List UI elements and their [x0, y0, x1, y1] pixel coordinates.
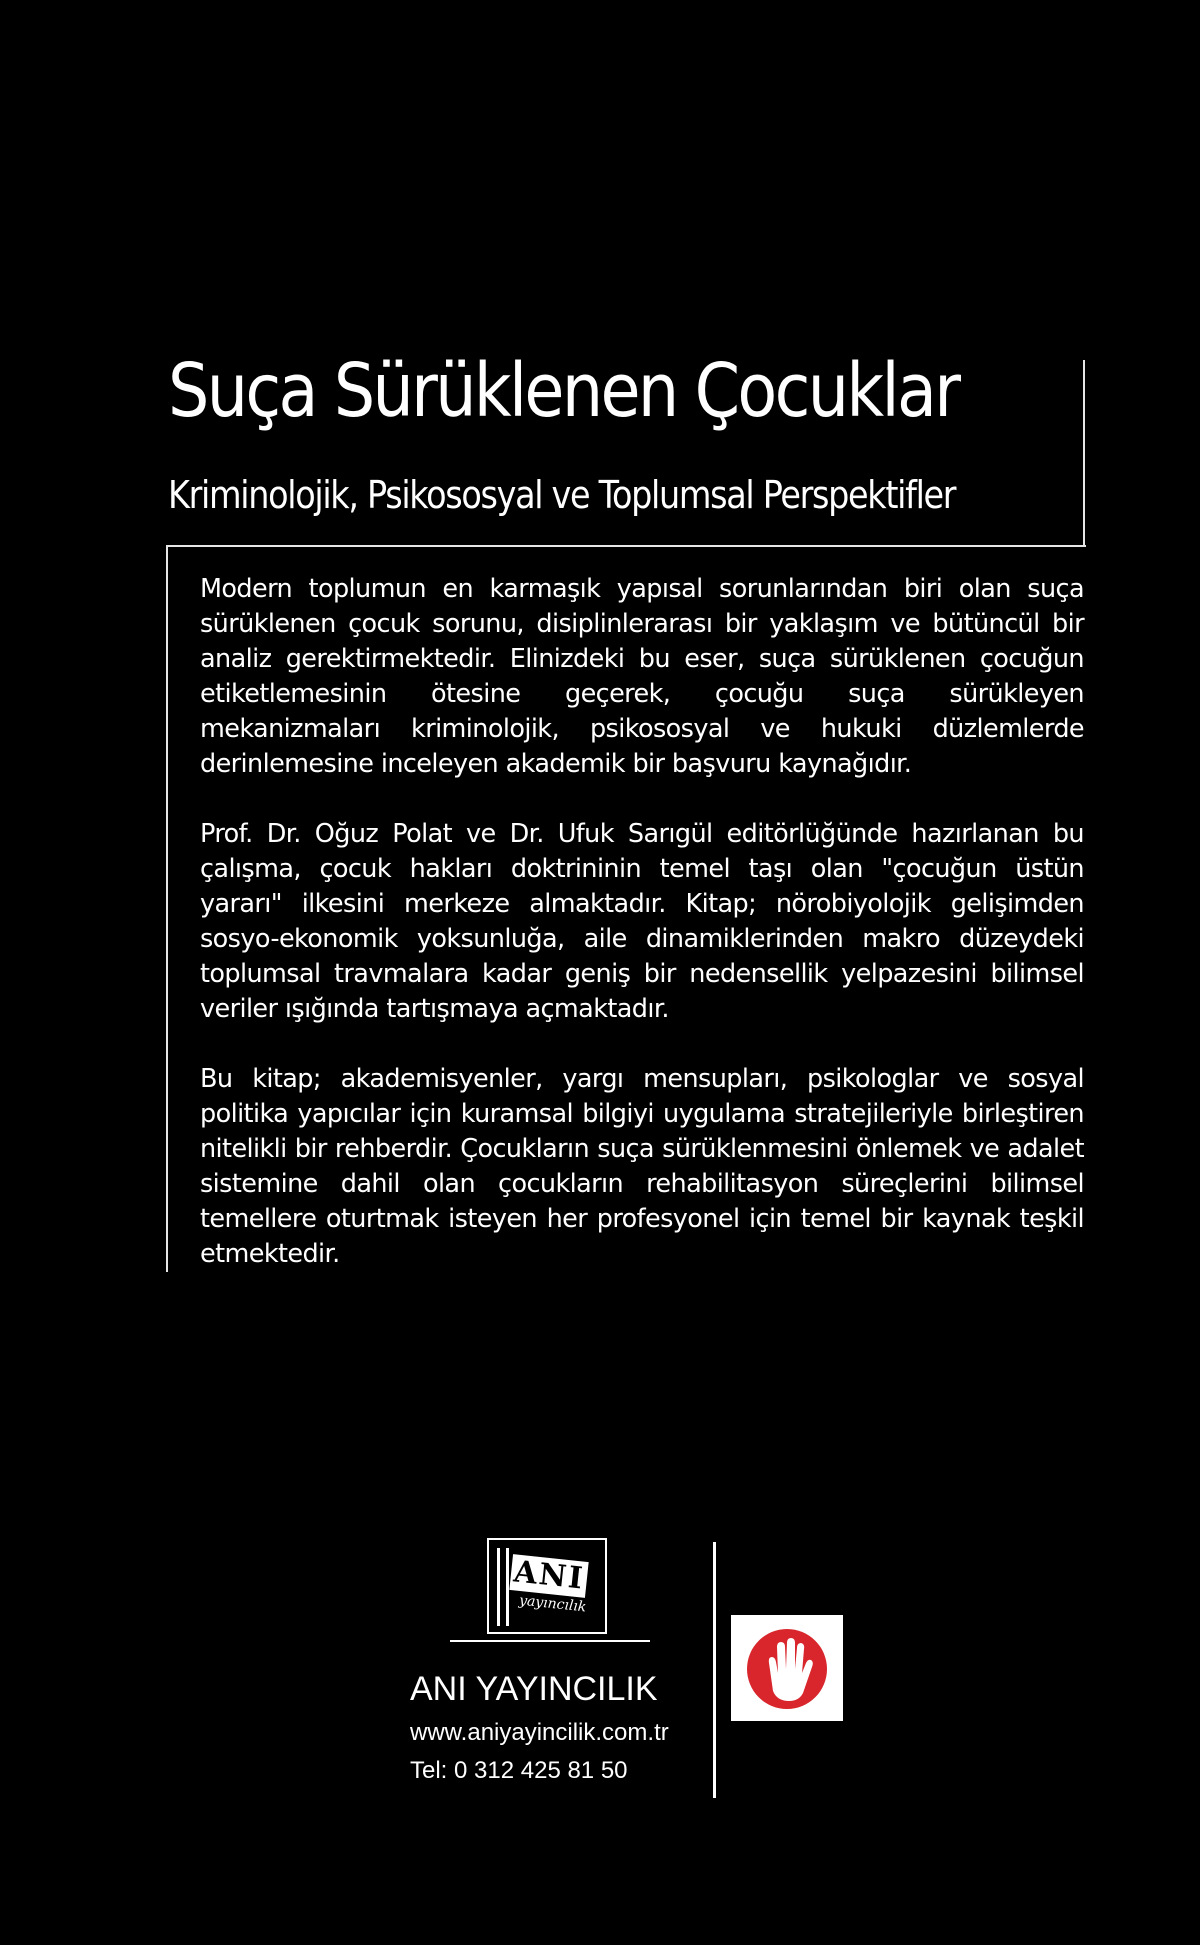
logo-underline: [450, 1640, 650, 1642]
frame-line-top: [166, 545, 1086, 547]
back-cover-description: [200, 572, 1084, 1307]
logo-wordmark: ANI: [509, 1554, 588, 1598]
publisher-logo: [487, 1538, 607, 1634]
hand-stop-icon: [737, 1621, 837, 1715]
publisher-phone: Tel: 0 312 425 81 50: [410, 1757, 628, 1784]
description-paragraph: Bu kitap; akademisyenler, yargı mensupları, psikologlar ve sosyal politika yapıcılar için kuramsal bilgiyi uygulama stratejileriyle birleştiren nitelikli bir rehberdir. Çocukların suça sürüklenmesini önlemek ve adalet sistemine dahil olan çocukların rehabilitasyon süreçlerini bilimsel temellere oturtmak isteyen her profesyonel için temel bir kaynak teşkil etmektedir.: [200, 1064, 1084, 1269]
book-title: Suça Sürüklenen Çocuklar: [168, 348, 959, 434]
publisher-website[interactable]: www.aniyayincilik.com.tr: [410, 1719, 669, 1746]
book-subtitle: Kriminolojik, Psikososyal ve Toplumsal Perspektifler: [168, 473, 956, 517]
vertical-divider: [713, 1542, 716, 1798]
publisher-name: ANI YAYINCILIK: [410, 1670, 658, 1708]
description-paragraph: Modern toplumun en karmaşık yapısal sorunlarından biri olan suça sürüklenen çocuk sorunu, disiplinlerarası bir yaklaşım ve bütüncül bir analiz gerektirmektedir. Elinizdeki bu eser, suça sürüklenen çocuğun etiketlemesinin ötesine geçerek, çocuğu suça sürükleyen mekanizmaları kriminolojik, psikososyal ve hukuki düzlemlerde derinlemesine inceleyen akademik bir başvuru kaynağıdır.: [200, 574, 1084, 779]
anti-piracy-badge: [731, 1615, 843, 1721]
frame-line-right: [1083, 360, 1085, 547]
logo-subtext: yayıncılık: [518, 1592, 588, 1616]
description-paragraph: Prof. Dr. Oğuz Polat ve Dr. Ufuk Sarıgül editörlüğünde hazırlanan bu çalışma, çocuk hakları doktrininin temel taşı olan "çocuğun üstün yararı" ilkesini merkeze almaktadır. Kitap; nörobiyolojik gelişimden sosyo-ekonomik yoksunluğa, aile dinamiklerinden makro düzeydeki toplumsal travmalara kadar geniş bir nedensellik yelpazesini bilimsel veriler ışığında tartışmaya açmaktadır.: [200, 819, 1084, 1024]
logo-stripes: [497, 1548, 509, 1626]
frame-line-left: [166, 545, 168, 1272]
